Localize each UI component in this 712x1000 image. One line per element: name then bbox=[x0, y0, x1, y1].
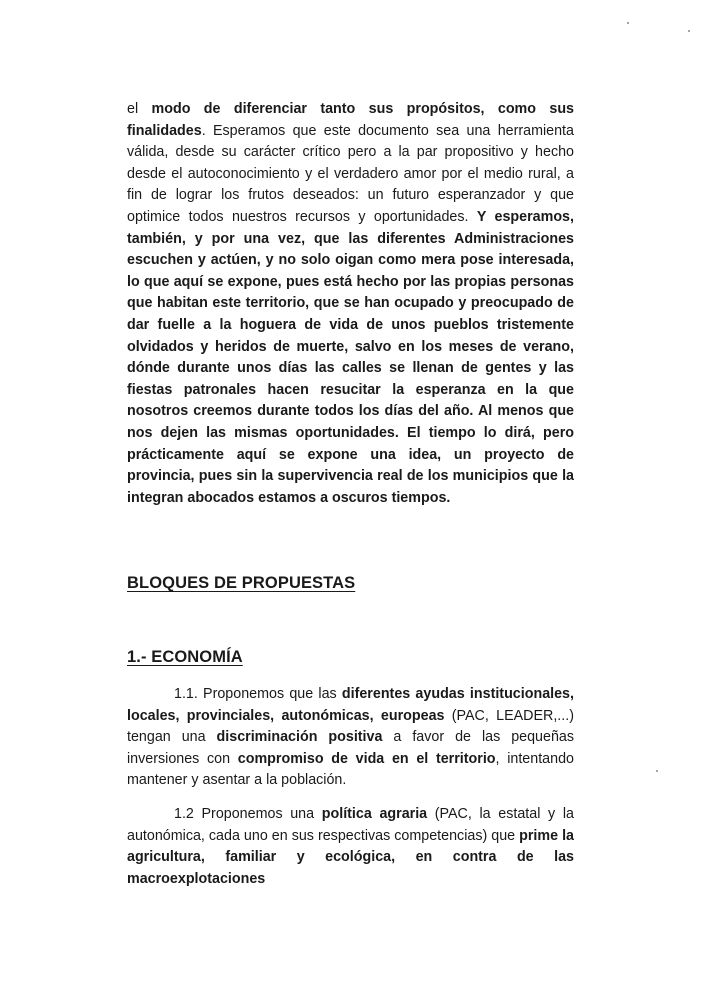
text-segment: (PAC, LEADER,...) tengan una bbox=[127, 707, 574, 746]
intro-block bbox=[127, 99, 574, 509]
bold-text-segment: modo de diferenciar tanto sus propósitos, como sus finalidades bbox=[127, 101, 575, 139]
scan-speck bbox=[656, 770, 658, 772]
text-segment: . Esperamos que este documento sea una herramienta válida, desde su carácter crítico pero a la par propositivo y hecho desde el autoconocimiento y el verdadero amor por el medio rural, a fin de lograr los frutos deseados: un futuro esperanzador y que optimice todos nuestros recursos y oportunidades. bbox=[127, 122, 574, 225]
bold-text-segment: diferentes ayudas institucionales, locales, provinciales, autonómicas, europeas bbox=[127, 686, 574, 724]
text-segment: , intentando mantener y asentar a la población. bbox=[127, 750, 574, 789]
text-segment: a favor de las pequeñas inversiones con bbox=[127, 729, 574, 767]
bold-text-segment: política agraria bbox=[321, 805, 428, 822]
text-segment: el bbox=[127, 101, 152, 117]
subsection-title: 1.- ECONOMÍA bbox=[127, 648, 243, 666]
text-segment: (PAC, la estatal y la autonómica, cada uno en sus respectivas competencias) que bbox=[127, 805, 574, 844]
scan-speck bbox=[627, 22, 629, 24]
bold-text-segment: prime la agricultura, familiar y ecológica, en contra de las macroexplotaciones bbox=[127, 827, 574, 887]
text-segment: 1.1. Proponemos que las bbox=[174, 686, 342, 702]
scan-speck bbox=[688, 30, 690, 32]
bold-text-segment: compromiso de vida en el territorio bbox=[237, 750, 496, 767]
proposal-1-1-paragraph bbox=[127, 684, 574, 792]
proposal-1-2-paragraph bbox=[127, 804, 574, 890]
proposal-block bbox=[127, 684, 574, 890]
bold-text-segment: discriminación positiva bbox=[216, 729, 383, 746]
intro-paragraph bbox=[127, 99, 574, 509]
text-segment: 1.2 Proponemos una bbox=[174, 805, 322, 822]
section-title: BLOQUES DE PROPUESTAS bbox=[127, 574, 356, 592]
bold-text-segment: Y esperamos, también, y por una vez, que las diferentes Administraciones escuchen y actúen, y no solo oigan como mera pose interesada, lo que aquí se expone, pues está hecho por las propias personas que habitan este territorio, que se han ocupado y preocupado de dar fuelle a la hoguera de vida de unos pueblos tristemente olvidados y heridos de muerte, salvo en los meses de verano, dónde durante unos días las calles se llenan de gentes y las fiestas patronales hacen resucitar la esperanza en la que nosotros creemos durante todos los días del año. Al menos que nos dejen las mismas oportunidades. El tiempo lo dirá, pero prácticamente aquí se expone una idea, un proyecto de provincia, pues sin la supervivencia real de los municipios que la integran abocados estamos a oscuros tiempos. bbox=[127, 208, 574, 506]
